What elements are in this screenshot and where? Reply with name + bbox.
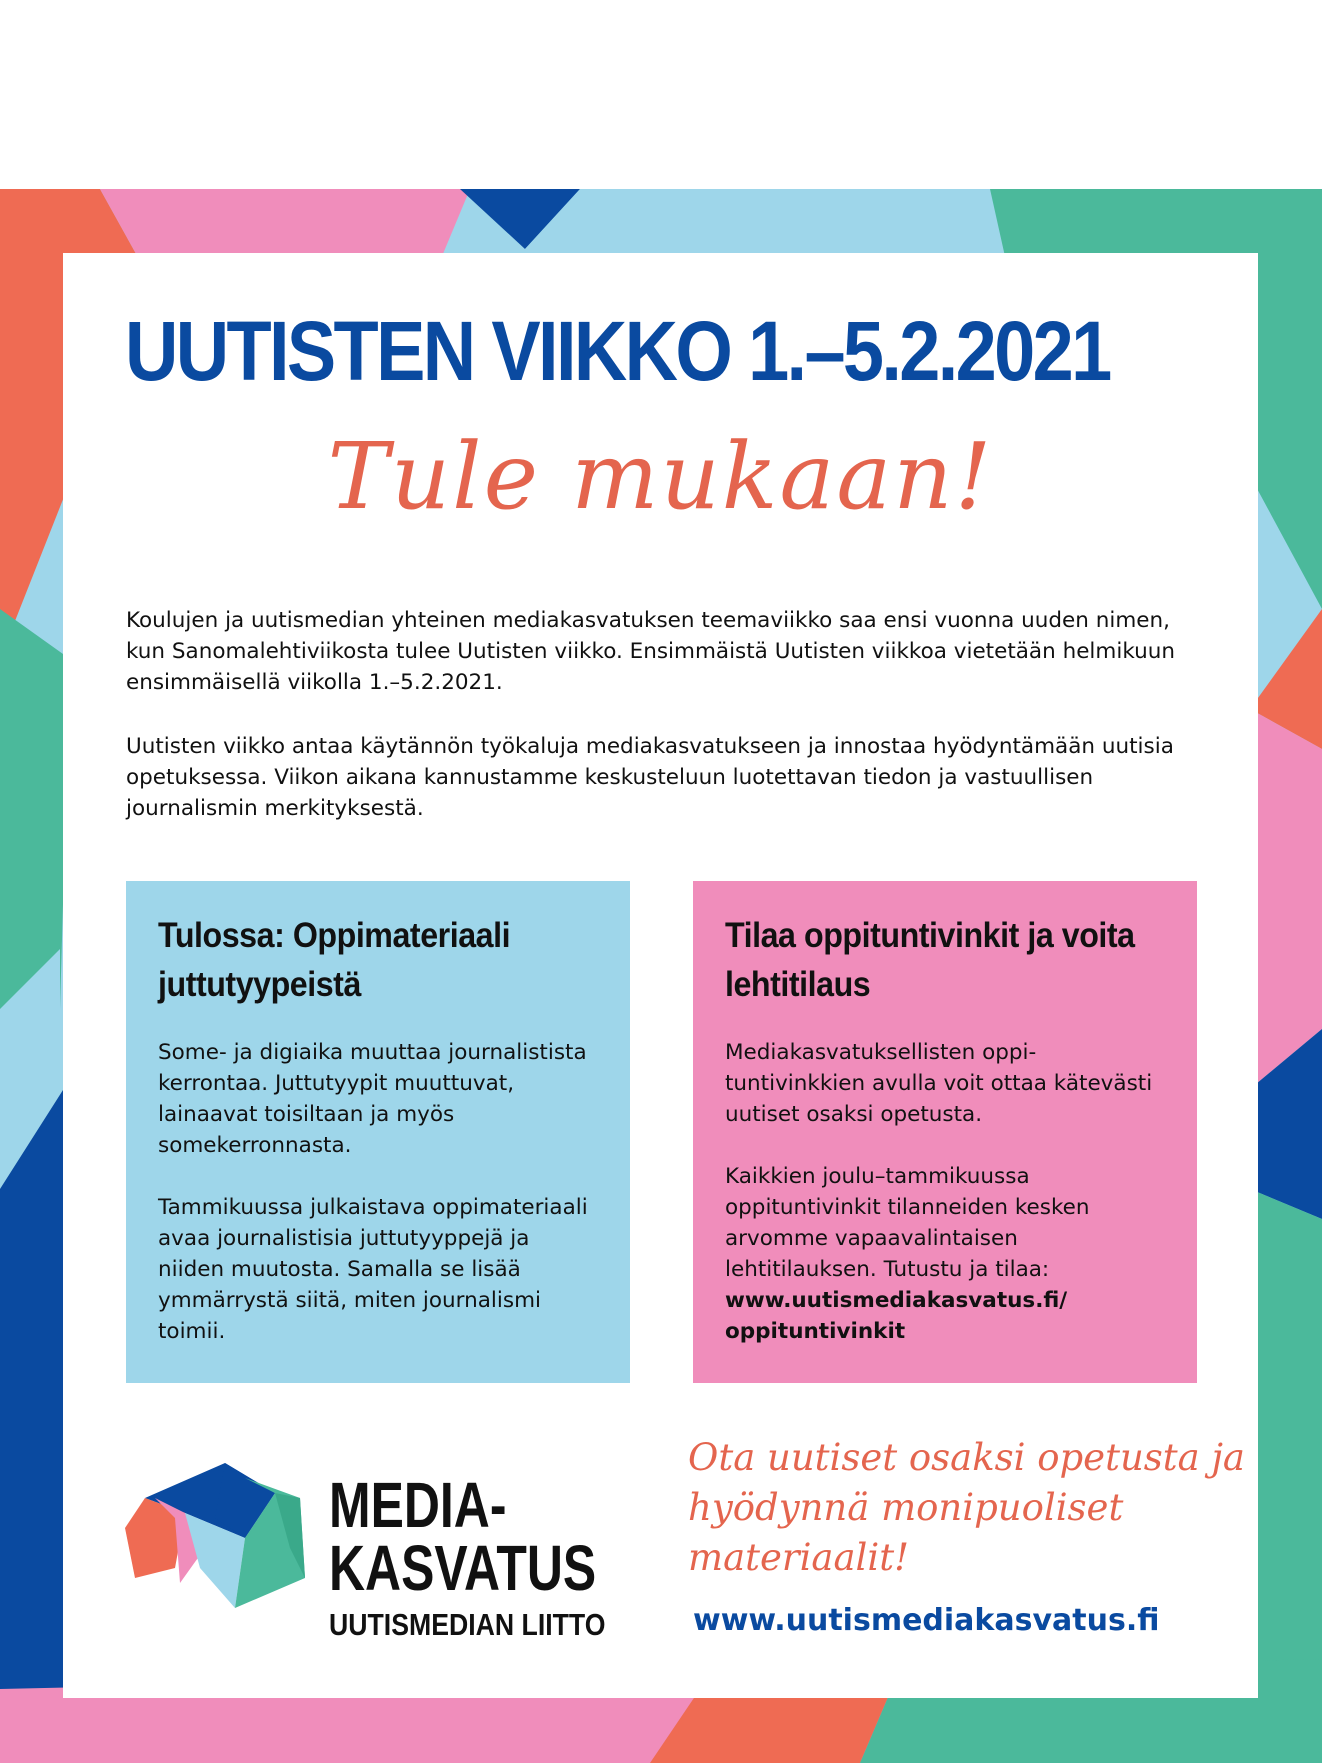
intro-paragraph-2: Uutisten viikko antaa käytännön työkaluja mediakasvatukseen ja innostaa hyödyntämään uutisia opetuksessa. Viikon aikana kannustamme keskusteluun luotettavan tiedon ja vastuullisen journalismin merkityksestä. xyxy=(126,734,1174,821)
tagline: Tule mukaan! xyxy=(327,423,994,530)
website-link[interactable]: www.uutismediakasvatus.fi xyxy=(693,1603,1160,1638)
page-title: UUTISTEN VIIKKO 1.–5.2.2021 xyxy=(125,304,1110,398)
logo-text-line-1: MEDIA- xyxy=(329,1469,507,1541)
content-card xyxy=(63,253,1258,1698)
slogan: Ota uutiset osaksi opetusta ja hyödynnä monipuoliset materiaalit! xyxy=(688,1436,1245,1579)
lesson-tips-paragraph-1: Mediakasvatuksellisten oppituntivinkkien avulla voit ottaa kätevästi uutiset osaksi opetusta. xyxy=(725,1040,1153,1127)
lesson-tips-paragraph-2: Kaikkien joulu–tammikuussa oppituntivinkit tilanneiden kesken arvomme vapaavalintaisen lehtitilauksen. Tutustu ja tilaa: xyxy=(725,1164,1090,1282)
intro-paragraph-1: Koulujen ja uutismedian yhteinen mediakasvatuksen teemaviikko saa ensi vuonna uuden nimen, kun Sanomalehtiviikosta tulee Uutisten viikko. Ensimmäistä Uutisten viikkoa vietetään helmikuun ensimmäisellä viikolla 1.–5.2.2021. xyxy=(126,608,1175,695)
material-info-box xyxy=(126,881,630,1383)
lesson-tips-link[interactable]: www.uutismediakasvatus.fi/ oppituntivinkit xyxy=(725,1288,1068,1344)
lesson-tips-heading: Tilaa oppituntivinkit ja voita lehtitilaus xyxy=(725,916,1135,1004)
logo-text-line-3: UUTISMEDIAN LIITTO xyxy=(329,1607,606,1642)
material-heading: Tulossa: Oppimateriaali juttutyypeistä xyxy=(158,916,511,1004)
logo-text-line-2: KASVATUS xyxy=(329,1532,597,1604)
lesson-tips-box xyxy=(693,881,1197,1383)
material-paragraph-1: Some- ja digiaika muuttaa journalistista kerrontaa. Juttutyypit muuttuvat, lainaavat toisiltaan ja myös somekerronnasta. xyxy=(158,1040,587,1158)
material-paragraph-2: Tammikuussa julkaistava oppimateriaali avaa journalistisia juttutyyppejä ja niiden muutosta. Samalla se lisää ymmärrystä siitä, miten journalismi toimii. xyxy=(158,1195,588,1344)
mediakasvatus-logo-icon xyxy=(125,1458,315,1622)
